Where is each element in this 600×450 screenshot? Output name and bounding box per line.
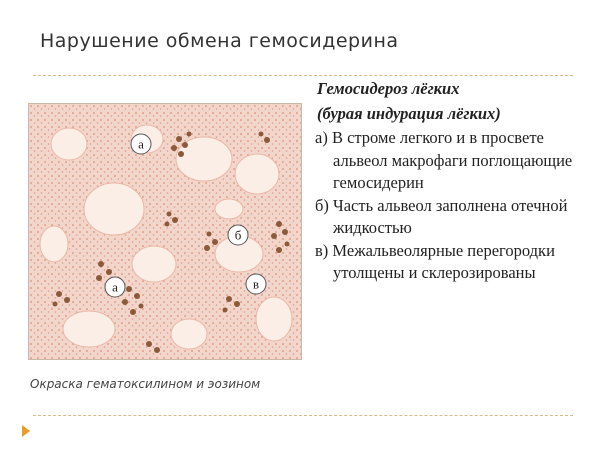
svg-text:в: в (252, 276, 260, 292)
slide-title: Нарушение обмена гемосидерина (40, 30, 399, 52)
svg-text:а: а (112, 279, 118, 295)
svg-text:б: б (234, 227, 242, 243)
heading-line-2: (бурая индурация лёгких) (317, 103, 501, 123)
micrograph-svg (29, 104, 301, 359)
histology-image (28, 103, 302, 360)
list-item: а) В строме легкого и в просвете альвеол макрофаги поглощающие гемосидерин (315, 128, 573, 192)
arrow-right-icon (22, 425, 30, 437)
heading-line-1: Гемосидероз лёгких (317, 79, 460, 98)
list-item: б) Часть альвеол заполнена отечной жидкостью (315, 195, 568, 237)
bottom-divider (33, 415, 573, 416)
figure-caption: Окраска гематоксилином и эозином (30, 377, 261, 391)
top-divider (33, 75, 573, 76)
marker-a-top (131, 134, 151, 154)
marker-v (246, 274, 266, 294)
description-block (315, 78, 590, 285)
marker-a-bottom (105, 277, 125, 297)
list-item: в) Межальвеолярные перегородки утолщены и склерозированы (315, 240, 555, 282)
svg-text:а: а (138, 136, 144, 152)
marker-b (228, 225, 248, 245)
